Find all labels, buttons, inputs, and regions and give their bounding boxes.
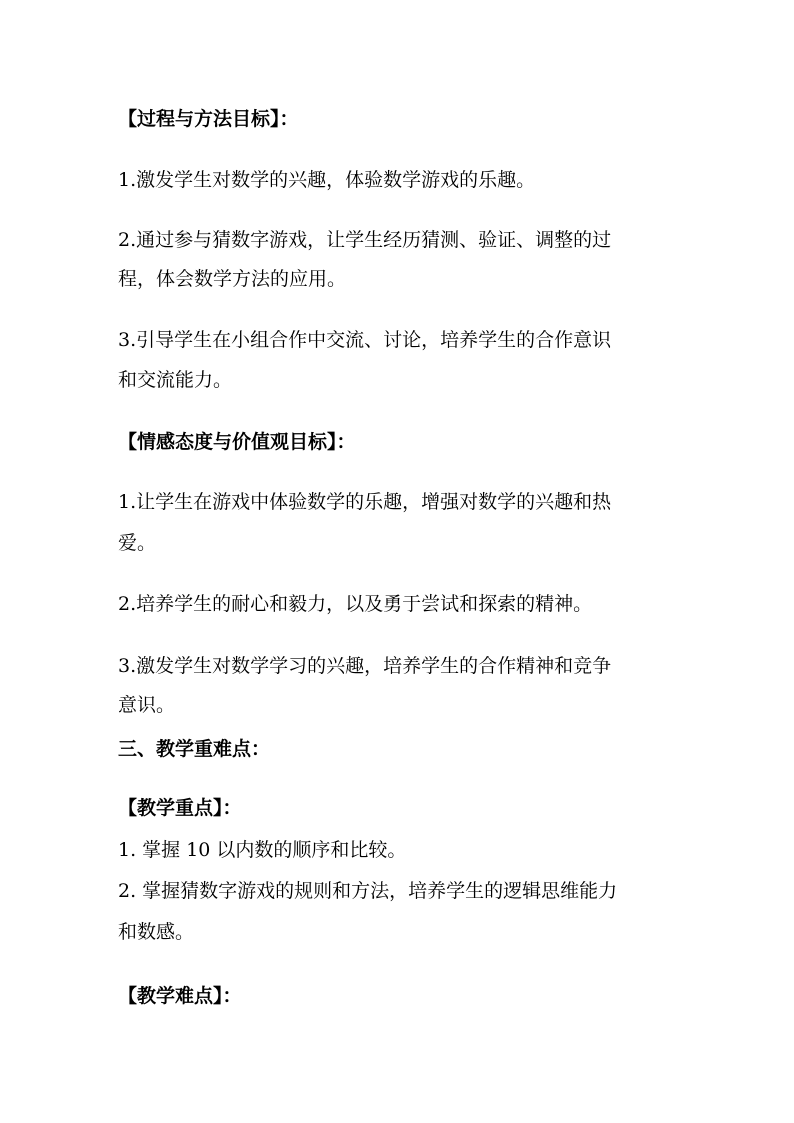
- emotion-item-1-line-2: 爱。: [118, 532, 157, 554]
- difficult-points-heading: 【教学难点】：: [118, 985, 242, 1007]
- emotion-item-3-line-2: 意识。: [118, 694, 176, 716]
- emotion-item-1-line-1: 1.让学生在游戏中体验数学的乐趣，增强对数学的兴趣和热: [118, 491, 612, 513]
- key-item-1: 1. 掌握 10 以内数的顺序和比较。: [118, 839, 407, 861]
- emotion-values-heading: 【情感态度与价值观目标】：: [118, 431, 356, 453]
- process-item-3-line-2: 和交流能力。: [118, 369, 233, 391]
- key-item-2-line-2: 和数感。: [118, 921, 195, 943]
- process-item-1: 1.激发学生对数学的兴趣，体验数学游戏的乐趣。: [118, 169, 536, 191]
- emotion-item-3-line-1: 3.激发学生对数学学习的兴趣，培养学生的合作精神和竞争: [118, 655, 612, 677]
- key-item-2-line-1: 2. 掌握猜数字游戏的规则和方法，培养学生的逻辑思维能力: [118, 880, 618, 902]
- emotion-item-2: 2.培养学生的耐心和毅力，以及勇于尝试和探索的精神。: [118, 593, 593, 615]
- process-item-2-line-2: 程，体会数学方法的应用。: [118, 268, 347, 290]
- process-method-heading: 【过程与方法目标】：: [118, 108, 299, 130]
- section-three-heading: 三、教学重难点：: [118, 738, 271, 760]
- process-item-3-line-1: 3.引导学生在小组合作中交流、讨论，培养学生的合作意识: [118, 329, 612, 351]
- key-points-heading: 【教学重点】：: [118, 797, 242, 819]
- process-item-2-line-1: 2.通过参与猜数字游戏，让学生经历猜测、验证、调整的过: [118, 229, 612, 251]
